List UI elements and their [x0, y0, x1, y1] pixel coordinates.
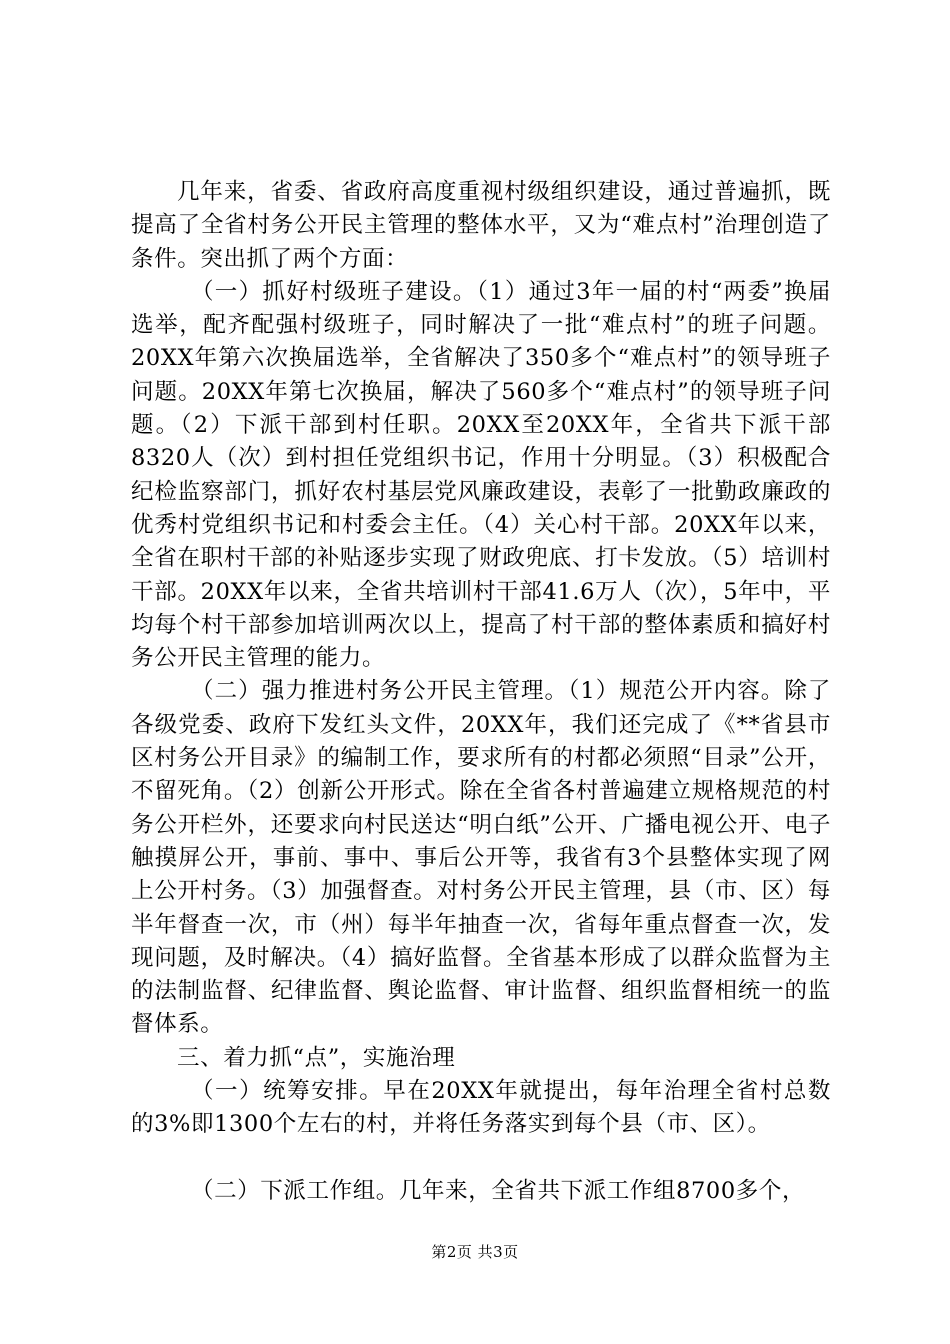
paragraph-intro: 几年来，省委、省政府高度重视村级组织建设，通过普遍抓，既提高了全省村务公开民主管理的整体水平，又为“难点村”治理创造了条件。突出抓了两个方面：: [131, 179, 831, 272]
section-heading-three: 三、着力抓“点”，实施治理: [177, 1044, 456, 1071]
page-footer: 第2页 共3页: [431, 1243, 519, 1261]
paragraph-overall-planning: （一）统筹安排。早在20XX年就提出，每年治理全省村总数的3%即1300个左右的村，并将任务落实到每个县（市、区）。: [131, 1078, 831, 1138]
paragraph-village-leadership: （一）抓好村级班子建设。（1）通过3年一届的村“两委”换届选举，配齐配强村级班子，同时解决了一批“难点村”的班子问题。20XX年第六次换届选举，全省解决了350多个“难点村”的领导班子问题。20XX年第七次换届，解决了560多个“难点村”的领导班子问题。（2）下派干部到村任职。20XX至20XX年，全省共下派干部8320人（次）到村担任党组织书记，作用十分明显。（3）积极配合纪检监察部门，抓好农村基层党风廉政建设，表彰了一批勤政廉政的优秀村党组织书记和村委会主任。（4）关心村干部。20XX年以来，全省在职村干部的补贴逐步实现了财政兜底、打卡发放。（5）培训村干部。20XX年以来，全省共培训村干部41.6万人（次），5年中，平均每个村干部参加培训两次以上，提高了村干部的整体素质和搞好村务公开民主管理的能力。: [131, 278, 831, 672]
document-body: [131, 176, 831, 1208]
paragraph-village-affairs-openness: （二）强力推进村务公开民主管理。（1）规范公开内容。除了各级党委、政府下发红头文件，20XX年，我们还完成了《**省县市区村务公开目录》的编制工作，要求所有的村都必须照“目录”公开，不留死角。（2）创新公开形式。除在全省各村普遍建立规格规范的村务公开栏外，还要求向村民送达“明白纸”公开、广播电视公开、电子触摸屏公开，事前、事中、事后公开等，我省有3个县整体实现了网上公开村务。（3）加强督查。对村务公开民主管理，县（市、区）每半年督查一次，市（州）每半年抽查一次，省每年重点督查一次，发现问题，及时解决。（4）搞好监督。全省基本形成了以群众监督为主的法制监督、纪律监督、舆论监督、审计监督、组织监督相统一的监督体系。: [131, 678, 831, 1038]
paragraph-work-groups: （二）下派工作组。几年来，全省共下派工作组8700多个，: [191, 1177, 806, 1204]
